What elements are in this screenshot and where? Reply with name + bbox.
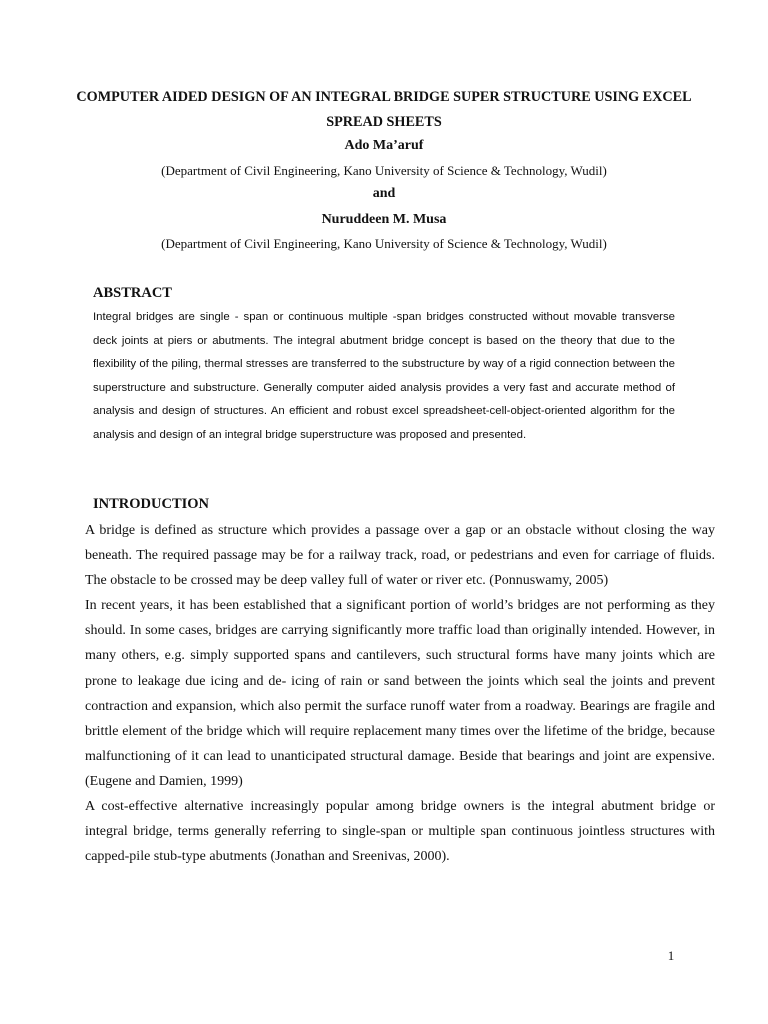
author-2: Nuruddeen M. Musa	[321, 212, 447, 227]
introduction-heading: INTRODUCTION	[93, 496, 210, 512]
introduction-paragraph: A cost-effective alternative increasingly popular among bridge owners is the integral abutment bridge or integral bridge, terms generally referring to single-span or multiple span continuous jointless structures with capped-pile stub-type abutments (Jonathan and Sreenivas, 2000).	[85, 799, 715, 865]
affiliation-2: (Department of Civil Engineering, Kano University of Science & Technology, Wudil)	[161, 236, 607, 251]
affiliation-1: (Department of Civil Engineering, Kano University of Science & Technology, Wudil)	[161, 163, 607, 178]
author-conjunction: and	[372, 186, 396, 201]
abstract-heading: ABSTRACT	[93, 285, 172, 301]
introduction-body	[85, 518, 715, 869]
page-number: 1	[667, 948, 675, 963]
introduction-paragraph: A bridge is defined as structure which provides a passage over a gap or an obstacle without closing the way beneath. The required passage may be for a railway track, road, or pedestrians and even for carriage of fluids. The obstacle to be crossed may be deep valley full of water or river etc. (Ponnuswamy, 2005)	[85, 523, 715, 589]
author-1: Ado Ma’aruf	[344, 138, 424, 153]
paper-title: COMPUTER AIDED DESIGN OF AN INTEGRAL BRIDGE SUPER STRUCTURE USING EXCEL SPREAD SHEETS	[76, 89, 692, 130]
abstract-text: Integral bridges are single - span or continuous multiple -span bridges constructed without movable transverse deck joints at piers or abutments. The integral abutment bridge concept is based on the theory that due to the flexibility of the piling, thermal stresses are transferred to the substructure by way of a rigid connection between the superstructure and substructure. Generally computer aided analysis provides a very fast and accurate method of analysis and design of structures. An efficient and robust excel spreadsheet-cell-object-oriented algorithm for the analysis and design of an integral bridge superstructure was proposed and presented.	[93, 311, 675, 441]
introduction-paragraph: In recent years, it has been established that a significant portion of world’s bridges are not performing as they should. In some cases, bridges are carrying significantly more traffic load than originally intended. However, in many others, e.g. simply supported spans and cantilevers, such structural forms have many joints which are prone to leakage due icing and de- icing of rain or sand between the joints which seal the joints and prevent contraction and expansion, which also permit the surface runoff water from a roadway. Bearings are fragile and brittle element of the bridge which will require replacement many times over the lifetime of the bridge, because malfunctioning of it can lead to unanticipated structural damage. Beside that bearings and joint are expensive. (Eugene and Damien, 1999)	[85, 598, 715, 789]
